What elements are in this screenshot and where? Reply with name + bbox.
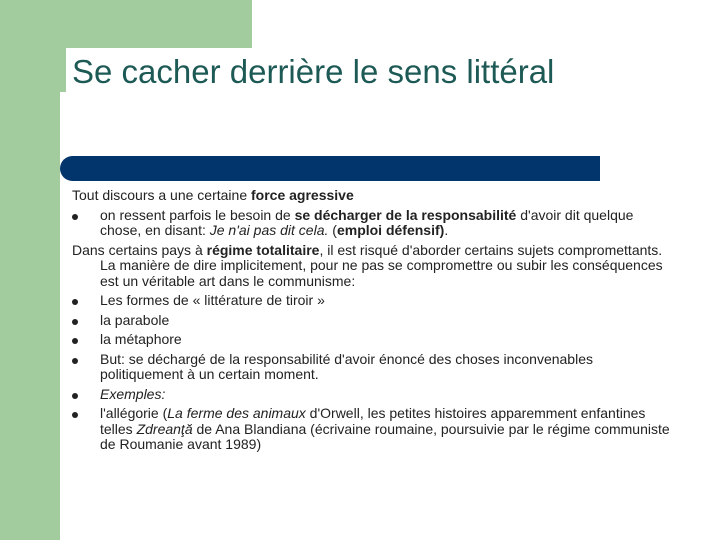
paragraph-force-agressive: Tout discours a une certaine force agressive <box>72 187 354 203</box>
paragraph-regime-totalitaire: Dans certains pays à régime totalitaire, il est risqué d'aborder certains sujets compromettants. La manière de dire implicitement, pour ne pas se compromettre ou subir les conséquences est un véritable art dans le communisme: <box>72 241 663 289</box>
bullet-item: la parabole <box>72 313 672 329</box>
bullet-item: la métaphore <box>72 332 672 348</box>
bullet-dot-icon <box>72 358 78 364</box>
bullet-dot-icon <box>72 412 78 418</box>
slide-body <box>72 188 672 453</box>
bullet-item: Les formes de « littérature de tiroir » <box>72 293 672 309</box>
bullet-dot-icon <box>72 338 78 344</box>
bullet-dot-icon <box>72 393 78 399</box>
slide-title: Se cacher derrière le sens littéral <box>72 53 555 90</box>
bullet-dot-icon <box>72 299 78 305</box>
bullet-dot-icon <box>72 214 78 220</box>
left-accent-bar <box>0 0 60 540</box>
bullet-dot-icon <box>72 319 78 325</box>
title-divider-bar <box>60 156 600 181</box>
bullet-item: on ressent parfois le besoin de se décharger de la responsabilité d'avoir dit quelque chose, en disant: Je n'ai pas dit cela. (emploi défensif). <box>72 208 672 239</box>
bullet-item: l'allégorie (La ferme des animaux d'Orwell, les petites histoires apparemment enfantines telles Zdreanţă de Ana Blandiana (écrivaine roumaine, poursuivie par le régime communiste de Roumanie avant 1989) <box>72 406 672 453</box>
bullet-item: Exemples: <box>72 387 672 403</box>
bullet-item: But: se déchargé de la responsabilité d'avoir énoncé des choses inconvenables politiquement à un certain moment. <box>72 352 672 383</box>
